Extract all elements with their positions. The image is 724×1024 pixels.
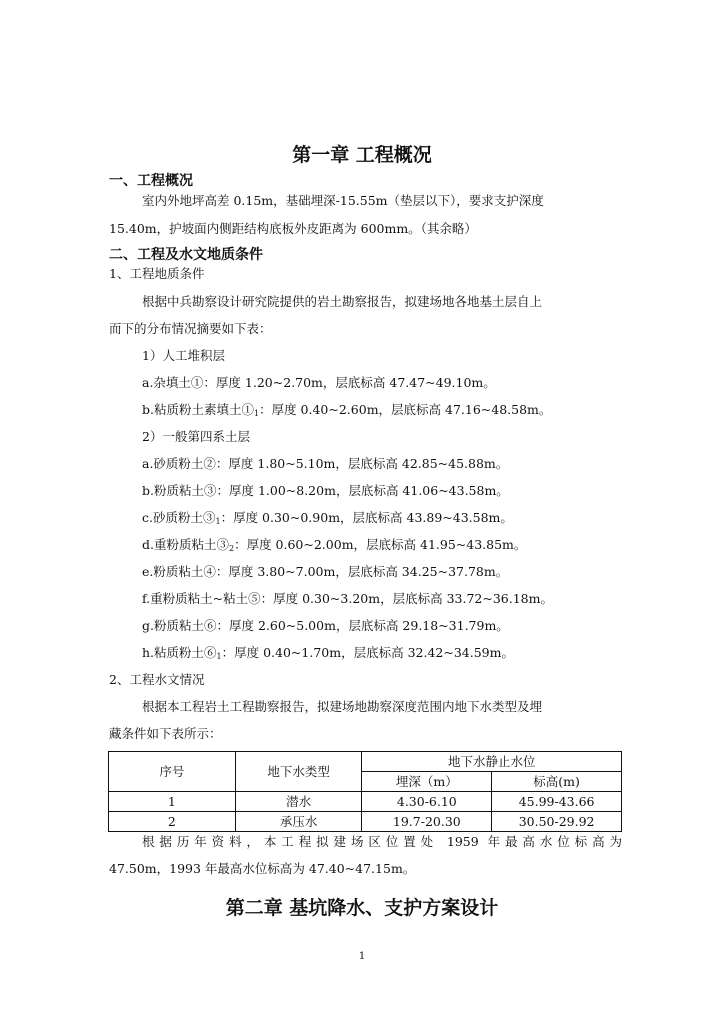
header-depth: 埋深（m） (362, 772, 492, 792)
layer2-item-g: g.粉质粘土⑥：厚度 2.60~5.00m，层底标高 29.18~31.79m。 (142, 618, 509, 633)
header-elevation: 标高(m) (492, 772, 622, 792)
history-line-2: 47.50m，1993 年最高水位标高为 47.40~47.15m。 (109, 861, 416, 876)
cell-depth: 4.30-6.10 (362, 792, 492, 812)
subsection-hydrology-title: 2、工程水文情况 (109, 672, 205, 687)
cell-depth: 19.7-20.30 (362, 812, 492, 832)
layer2-item-e: e.粉质粘土④：厚度 3.80~7.00m，层底标高 34.25~37.78m。 (142, 564, 509, 579)
hydrology-intro-line-1: 根据本工程岩土工程勘察报告，拟建场地勘察深度范围内地下水类型及埋 (142, 699, 543, 714)
layer2-item-d: d.重粉质粘土$③_2$：厚度 0.60~2.00m，层底标高 41.95~43.85m。 (142, 537, 527, 553)
geology-intro-line-1: 根据中兵勘察设计研究院提供的岩土勘察报告，拟建场地各地基土层自上 (142, 294, 543, 309)
section-1-heading: 一、工程概况 (109, 173, 193, 189)
table-header-row (109, 752, 622, 772)
hydrology-intro-line-2: 藏条件如下表所示： (109, 726, 222, 741)
cell-type: 潜水 (235, 792, 362, 812)
chapter-1-title: 第一章 工程概况 (292, 144, 432, 166)
layer-item-a: a.杂填土①：厚度 1.20~2.70m，层底标高 47.47~49.10m。 (142, 375, 496, 390)
layer-group-artificial-title: 1）人工堆积层 (142, 348, 225, 363)
table-row (109, 812, 622, 832)
header-water-type: 地下水类型 (235, 752, 362, 792)
layer-group-quaternary-title: 2）一般第四系土层 (142, 429, 250, 444)
header-index: 序号 (109, 752, 236, 792)
geology-intro-line-2: 而下的分布情况摘要如下表： (109, 321, 272, 336)
history-line-1: 根据历年资料，本工程拟建场区位置处 1959 年最高水位标高为 (142, 834, 622, 849)
layer-item-b: b.粘质粉土素填土$①_1$：厚度 0.40~2.60m，层底标高 47.16~48.58m。 (142, 402, 552, 418)
layer2-item-a: a.砂质粉土②：厚度 1.80~5.10m，层底标高 42.85~45.88m。 (142, 456, 509, 471)
groundwater-table (108, 751, 622, 832)
table-row (109, 792, 622, 812)
cell-elevation: 45.99-43.66 (492, 792, 622, 812)
header-static-water-level: 地下水静止水位 (362, 752, 622, 772)
layer2-item-f: f.重粉质粘土~粘土⑤：厚度 0.30~3.20m，层底标高 33.72~36.18m。 (142, 591, 553, 606)
subsection-geology-title: 1、工程地质条件 (109, 266, 205, 281)
layer2-item-h: h.粘质粉土$⑥_1$：厚度 0.40~1.70m，层底标高 32.42~34.59m。 (142, 645, 514, 661)
section-1-paragraph-line-1: 室内外地坪高差 0.15m，基础埋深-15.55m（垫层以下），要求支护深度 (142, 193, 544, 208)
section-1-paragraph-line-2: 15.40m，护坡面内侧距结构底板外皮距离为 600mm。（其余略） (109, 221, 477, 236)
chapter-2-title: 第二章 基坑降水、支护方案设计 (225, 897, 499, 919)
layer2-item-c: c.砂质粉土$③_1$：厚度 0.30~0.90m，层底标高 43.89~43.58m。 (142, 510, 513, 526)
cell-index: 2 (109, 812, 236, 832)
page-number: 1 (358, 951, 366, 962)
cell-elevation: 30.50-29.92 (492, 812, 622, 832)
cell-type: 承压水 (235, 812, 362, 832)
layer2-item-b: b.粉质粘土③：厚度 1.00~8.20m，层底标高 41.06~43.58m。 (142, 483, 509, 498)
cell-index: 1 (109, 792, 236, 812)
section-2-heading: 二、工程及水文地质条件 (109, 247, 263, 263)
